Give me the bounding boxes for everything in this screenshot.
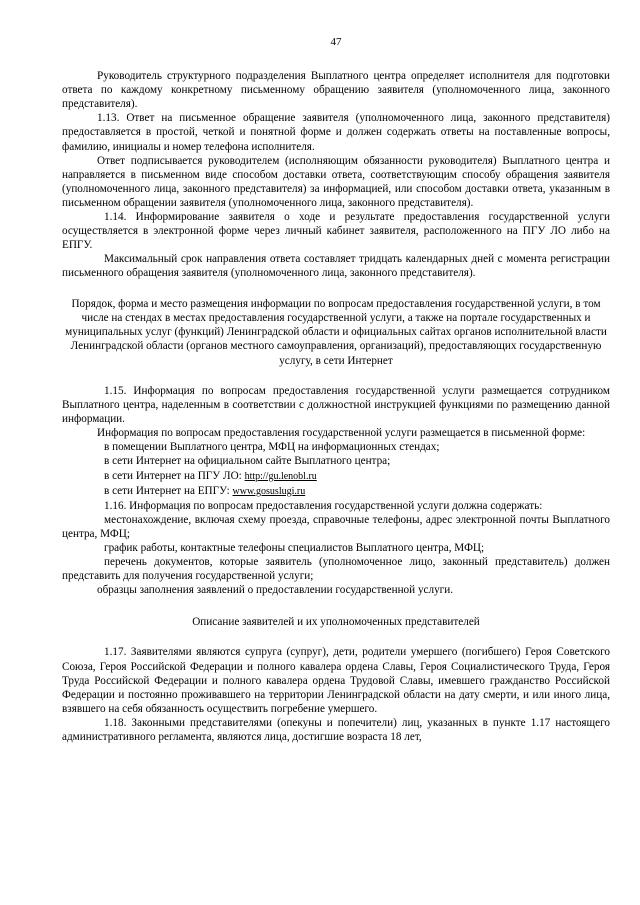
page-number: 47 bbox=[330, 36, 342, 48]
pgu-label: в сети Интернет на ПГУ ЛО: bbox=[104, 469, 242, 482]
paragraph-1-16: 1.16. Информация по вопросам предоставления государственной услуги должна содержать: bbox=[104, 499, 543, 512]
list-item: образцы заполнения заявлений о предоставлении государственной услуги. bbox=[97, 584, 454, 597]
section-heading-applicants: Описание заявителей и их уполномоченных представителей bbox=[192, 616, 480, 629]
paragraph-max-term: Максимальный срок направления ответа составляет тридцать календарных дней с момента регистрации письменного обращения заявителя (уполномоченного лица, законного представителя). bbox=[62, 253, 610, 280]
list-item: в сети Интернет на официальном сайте Выплатного центра; bbox=[104, 455, 391, 468]
list-item-pgu bbox=[62, 469, 610, 484]
list-item-epgu bbox=[62, 484, 610, 499]
paragraph-info-form: Информация по вопросам предоставления государственной услуги размещается в письменной форме: bbox=[97, 427, 586, 440]
list-item: в помещении Выплатного центра, МФЦ на информационных стендах; bbox=[104, 441, 440, 454]
paragraph-1-18: 1.18. Законными представителями (опекуны и попечители) лиц, указанных в пункте 1.17 настоящего административного регламента, являются лица, достигшие возраста 18 лет, bbox=[62, 716, 610, 744]
epgu-link[interactable]: www.gosuslugi.ru bbox=[232, 485, 306, 497]
paragraph-1-13: 1.13. Ответ на письменное обращение заявителя (уполномоченного лица, законного представителя) предоставляется в простой, четкой и понятной форме и должен содержать ответы на поставленные вопросы, фамилию, инициалы и номер телефона исполнителя. bbox=[62, 112, 610, 153]
section-heading-info-placement: Порядок, форма и место размещения информации по вопросам предоставления государственной услуги, в том числе на стендах в местах предоставления государственной услуги, а также на портале государственных и муниципальных услуг (функций) Ленинградской области и официальных сайтах органов исполнительной власти Ленинградской области (органов местного самоуправления, организаций), предоставляющих государственную услугу, в сети Интернет bbox=[65, 297, 607, 367]
paragraph-1-15: 1.15. Информация по вопросам предоставления государственной услуги размещается сотрудником Выплатного центра, наделенным в соответствии с должностной инструкцией функциями по размещению данной информации. bbox=[62, 384, 610, 426]
paragraph-1-17: 1.17. Заявителями являются супруга (супруг), дети, родители умершего (погибшего) Героя Советского Союза, Героя Российской Федерации и полного кавалера ордена Славы, Героя Социалистического Труда, Героя Труда Российской Федерации и полного кавалера ордена Трудовой Славы, имевшего гражданство Российской Федерации и постоянно проживавшего на территории Ленинградской области на дату смерти, и или иного лица, взявшего на себя обязанность осуществить погребение умершего. bbox=[62, 646, 610, 715]
paragraph-1-14: 1.14. Информирование заявителя о ходе и результате предоставления государственной услуги осуществляется в электронной форме через личный кабинет заявителя, расположенного на ПГУ ЛО либо на ЕПГУ. bbox=[62, 211, 610, 252]
list-item: местонахождение, включая схему проезда, справочные телефоны, адрес электронной почты Выплатного центра, МФЦ; bbox=[62, 513, 610, 540]
paragraph-response-signed: Ответ подписывается руководителем (исполняющим обязанности руководителя) Выплатного центра и направляется в письменном виде способом доставки ответа, соответствующим способу обращения заявителя (уполномоченного лица, законного представителя) за информацией, или способом доставки ответа, указанным в письменном обращении заявителя (уполномоченного лица, законного представителя). bbox=[62, 154, 610, 209]
list-item: перечень документов, которые заявитель (уполномоченное лицо, законный представитель) должен представить для получения государственной услуги; bbox=[62, 556, 610, 583]
epgu-label: в сети Интернет на ЕПГУ: bbox=[104, 484, 230, 497]
paragraph-executor: Руководитель структурного подразделения Выплатного центра определяет исполнителя для подготовки ответа по каждому конкретному письменному обращению заявителя (уполномоченного лица, законного представителя). bbox=[62, 70, 610, 111]
pgu-link[interactable]: http://gu.lenobl.ru bbox=[244, 470, 317, 482]
list-item: график работы, контактные телефоны специалистов Выплатного центра, МФЦ; bbox=[104, 542, 485, 555]
